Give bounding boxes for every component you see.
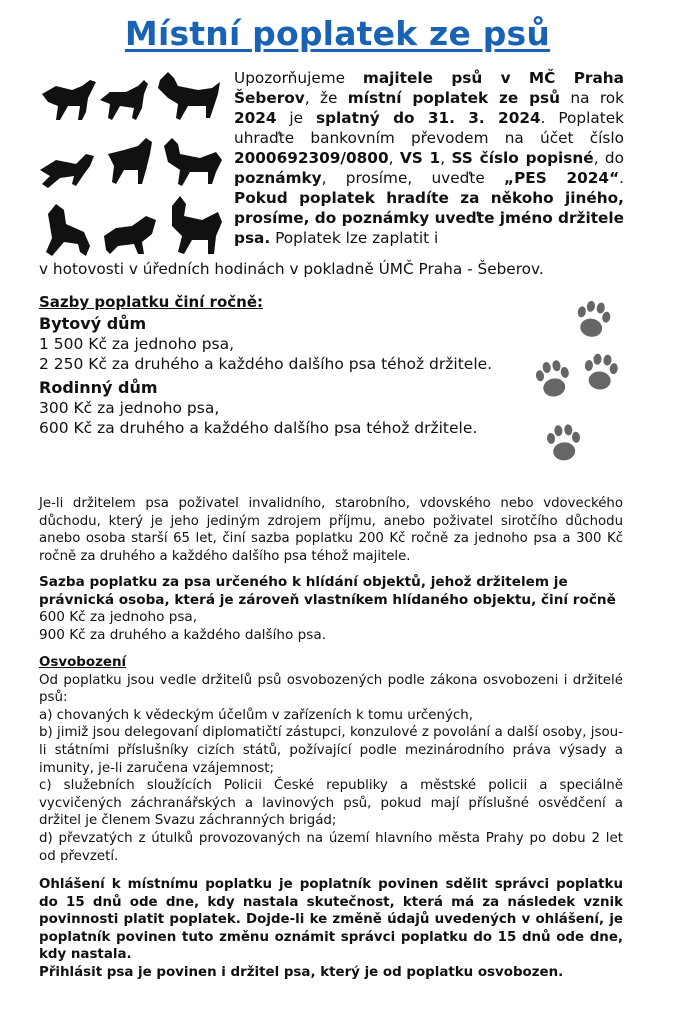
notice-paragraph-2: Přihlásit psa je povinen i držitel psa, který je od poplatku osvobozen. (39, 964, 564, 980)
guard-rate-2: 900 Kč za druhého a každého dalšího psa. (39, 626, 327, 643)
flat-rate-2: 2 250 Kč za druhého a každého dalšího psa téhož držitele. (39, 355, 493, 373)
dog-silhouette-4 (40, 154, 94, 188)
dog-silhouette-9 (172, 196, 222, 254)
house-title: Rodinný dům (39, 378, 158, 397)
exemption-item-b: b) jimiž jsou delegovaní diplomatičtí zástupci, konzulové z povolání a další osoby, jsou-li státními příslušníky cizích států, požívající podle mezinárodního práva výsady a imunity, je-li zaručena vzájemnost; (39, 725, 623, 776)
dog-silhouette-3 (158, 72, 220, 120)
intro-paragraph: Upozorňujeme majitele psů v MČ Praha Šeberov, že místní poplatek ze psů na rok 2024 je splatný do 31. 3. 2024. Poplatek uhraďte bankovním převodem na účet číslo 2000692309/0800, VS 1, SS číslo popisné, do poznámky, prosíme, uveďte „PES 2024“. Pokud poplatek hradíte za někoho jiného, prosíme, do poznámky uveďte jméno držitele psa. Poplatek lze zaplatit i (234, 69, 625, 247)
exemption-section (39, 654, 623, 865)
pensioner-paragraph: Je-li držitelem psa poživatel invalidního, starobního, vdovského nebo vdoveckého důchodu, který je jeho jediným zdrojem příjmu, anebo poživatel sirotčího důchodu anebo osoba starší 65 let, činí sazba poplatku 200 Kč ročně za jednoho psa a 300 Kč ročně za druhého a každého dalšího psa téhož majitele. (39, 496, 623, 564)
house-rate-1: 300 Kč za jednoho psa, (39, 399, 220, 417)
dog-silhouette-1 (42, 80, 96, 120)
intro-paragraph-tail: v hotovosti v úředních hodinách v pokladně ÚMČ Praha - Šeberov. (39, 260, 544, 278)
exemption-item-d: d) převzatých z útulků provozovaných na území hlavního města Prahy po dobu 2 let od převzetí. (39, 830, 623, 864)
dog-silhouette-8 (104, 216, 156, 254)
paw-print-icon (583, 353, 619, 391)
flat-rate-1: 1 500 Kč za jednoho psa, (39, 335, 235, 353)
guard-rate-1: 600 Kč za jednoho psa, (39, 609, 198, 626)
exemption-heading: Osvobození (39, 655, 127, 670)
paw-print-icon (546, 423, 582, 461)
paw-print-icon (534, 358, 573, 399)
dog-silhouette-6 (164, 138, 222, 186)
exemption-item-c: c) služebních sloužících Policii České republiky a městské policii a speciálně vycvičených záchranářských a lavinových psů, pokud mají příslušné osvědčení a držitel je členem Svazu záchranných brigád; (39, 778, 623, 829)
rates-section (39, 292, 519, 438)
dog-silhouette-7 (46, 204, 90, 256)
notice-section (39, 876, 623, 982)
exemption-intro: Od poplatku jsou vedle držitelů psů osvobozených podle zákona osvobozeni i držitelé psů: (39, 672, 623, 706)
rates-heading: Sazby poplatku činí ročně: (39, 293, 264, 311)
exemption-item-a: a) chovaných k vědeckým účelům v zařízeních k tomu určených, (39, 707, 474, 723)
paw-print-icon (574, 299, 613, 340)
house-rate-2: 600 Kč za druhého a každého dalšího psa téhož držitele. (39, 419, 478, 437)
paw-prints-illustration (528, 295, 628, 475)
guard-rate-heading: Sazba poplatku za psa určeného k hlídání objektů, jehož držitelem je právnická osoba, která je zároveň vlastníkem hlídaného objektu, činí ročně (39, 574, 616, 608)
flat-title: Bytový dům (39, 314, 147, 333)
guard-dog-section (39, 574, 623, 644)
page-title: Místní poplatek ze psů (124, 14, 551, 53)
dog-silhouette-5 (108, 138, 152, 184)
dog-silhouette-2 (100, 80, 148, 120)
notice-paragraph-1: Ohlášení k místnímu poplatku je poplatník povinen sdělit správci poplatku do 15 dnů ode dne, kdy nastala skutečnost, která má za následek vznik povinnosti platit poplatek. Dojde-li ke změně údajů uvedených v ohlášení, je poplatník povinen tuto změnu oznámit správci poplatku do 15 dnů ode dne, kdy nastala. (39, 877, 623, 963)
dog-silhouettes-illustration (36, 70, 226, 260)
